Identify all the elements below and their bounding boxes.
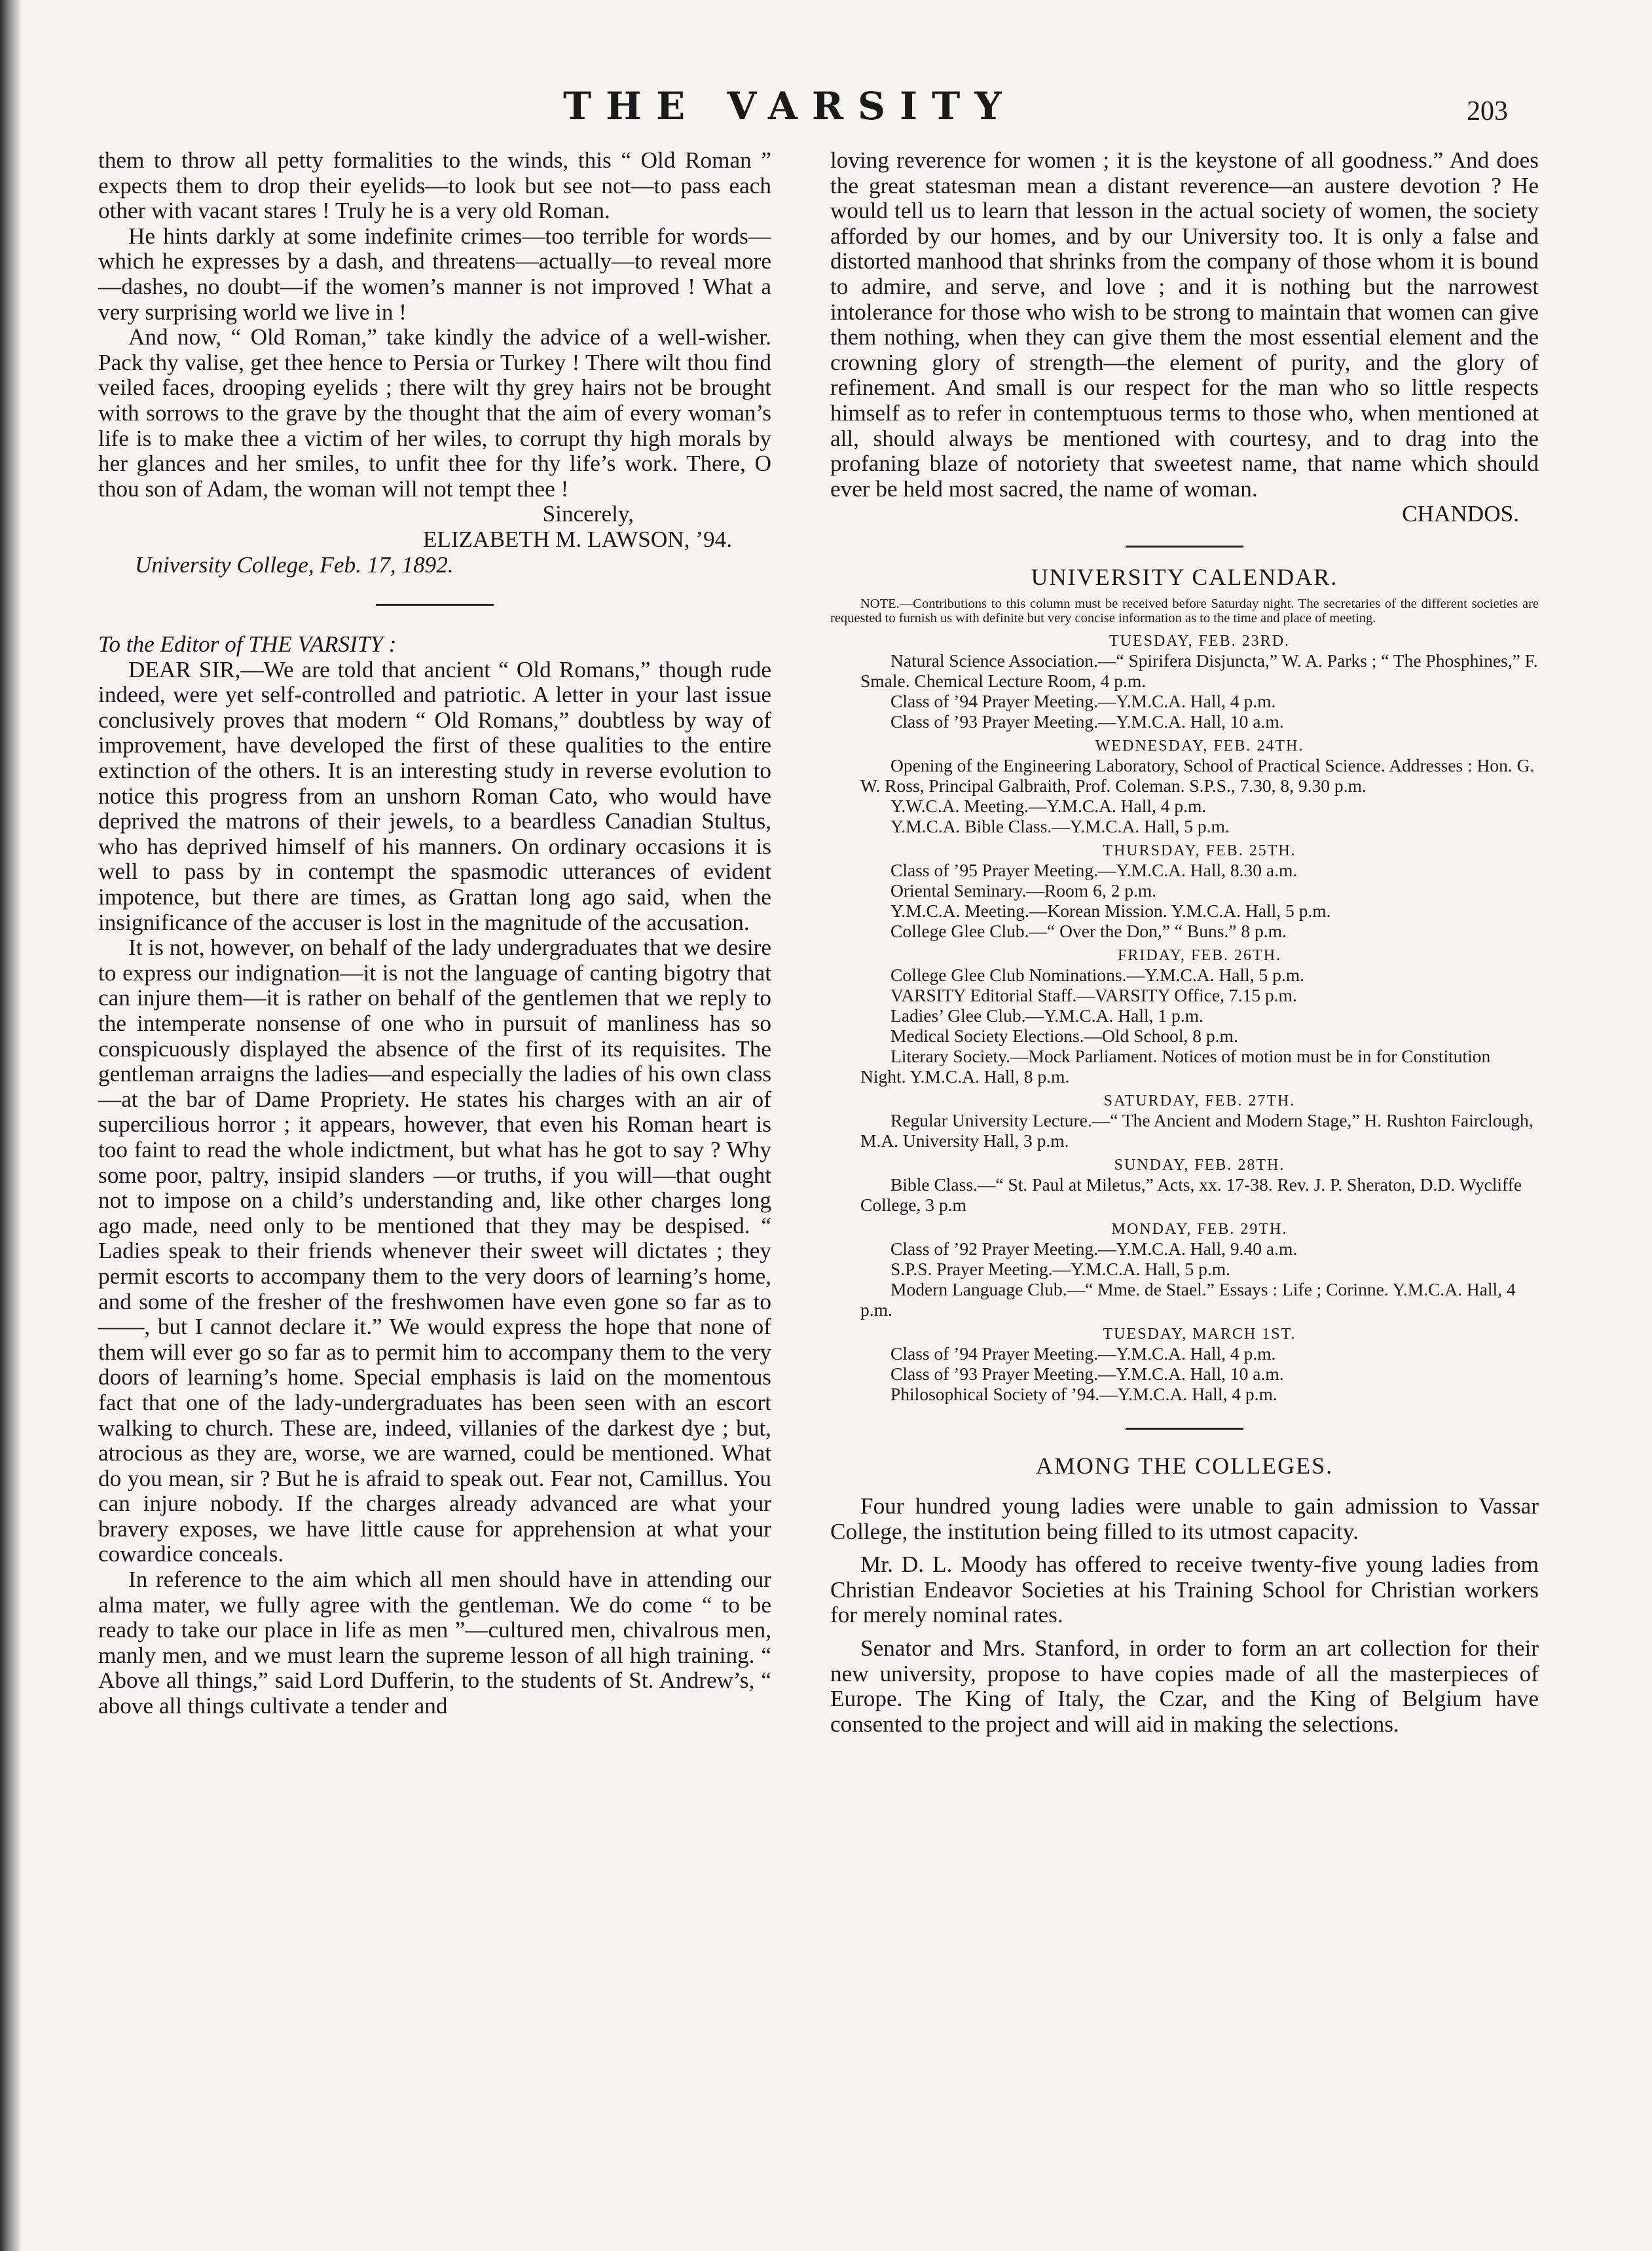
colleges-paragraph: Mr. D. L. Moody has offered to receive twenty-five young ladies from Christian Endeavor Societies at his Training School for Christian workers for merely nominal rates. (830, 1552, 1539, 1628)
letter1-closing: Sincerely, (542, 501, 634, 527)
calendar-event: Regular University Lecture.—“ The Ancient and Modern Stage,” H. Rushton Fairclough, M.A. University Hall, 3 p.m. (860, 1109, 1533, 1151)
calendar-note: NOTE.—Contributions to this column must be received before Saturday night. The secretaries of the different societies are requested to furnish us with definite but very concise information as to the time and place of meeting. (830, 596, 1539, 625)
letter1-paragraph: them to throw all petty formalities to the winds, this “ Old Roman ” expects them to drop their eyelids—to look but see not—to pass each other with vacant stares ! Truly he is a very old Roman. (98, 147, 771, 224)
calendar-event: Literary Society.—Mock Parliament. Notices of motion must be in for Constitution Night. Y.M.C.A. Hall, 8 p.m. (860, 1045, 1491, 1087)
calendar-event: Y.W.C.A. Meeting.—Y.M.C.A. Hall, 4 p.m. (890, 795, 1207, 816)
calendar-event: Class of ’92 Prayer Meeting.—Y.M.C.A. Hall, 9.40 a.m. (890, 1238, 1298, 1259)
letter1-dateline: University College, Feb. 17, 1892. (135, 551, 454, 578)
calendar-event: Modern Language Club.—“ Mme. de Stael.” Essays : Life ; Corinne. Y.M.C.A. Hall, 4 p.m. (860, 1278, 1516, 1320)
calendar-event: Class of ’95 Prayer Meeting.—Y.M.C.A. Hall, 8.30 a.m. (890, 859, 1298, 880)
calendar-day-heading: SATURDAY, FEB. 27TH. (1103, 1092, 1296, 1109)
calendar-event: Opening of the Engineering Laboratory, School of Practical Science. Addresses : Hon. G. W. Ross, Principal Galbraith, Prof. Coleman. S.P.S., 7.30, 8, 9.30 p.m. (860, 754, 1535, 796)
letter1-paragraph: He hints darkly at some indefinite crimes—too terrible for words—which he expresses by a dash, and threatens—actually—to reveal more—dashes, no doubt—if the women’s manner is not improved ! What a very surprising world we live in ! (98, 223, 771, 325)
page-number: 203 (1467, 96, 1508, 126)
calendar-event: Class of ’93 Prayer Meeting.—Y.M.C.A. Hall, 10 a.m. (890, 711, 1284, 732)
left-column (98, 148, 771, 1719)
calendar-event: Class of ’93 Prayer Meeting.—Y.M.C.A. Hall, 10 a.m. (890, 1363, 1284, 1384)
continuation-paragraph: loving reverence for women ; it is the keystone of all goodness.” And does the great statesman mean a distant reverence—an austere devotion ? He would tell us to learn that lesson in the actual society of women, the society afforded by our homes, and by our University too. It is only a false and distorted manhood that shrinks from the company of those whom it is bound to admire, and serve, and love ; and it is nothing but the narrowest intolerance for those who wish to be strong to maintain that women can give them nothing, when they can give them the most essential element and the crowning glory of strength—the element of purity, and the glory of refinement. And small is our respect for the man who so little respects himself as to refer in contemptuous terms to those who, when mentioned at all, should always be mentioned with courtesy, and to drag into the profaning blaze of notoriety that sweetest name, that name which should ever be held most sacred, the name of woman. (830, 147, 1539, 502)
calendar-event: VARSITY Editorial Staff.—VARSITY Office, 7.15 p.m. (890, 984, 1297, 1005)
letter1-signature: ELIZABETH M. LAWSON, ’94. (422, 526, 732, 552)
letter1-paragraph: And now, “ Old Roman,” take kindly the advice of a well-wisher. Pack thy valise, get thee hence to Persia or Turkey ! There wilt thou find veiled faces, drooping eyelids ; there wilt thy grey hairs not be brought with sorrows to the grave by the thought that the aim of every woman’s life is to make thee a victim of her wiles, to corrupt thy high morals by her glances and her smiles, to unfit thee for thy life’s work. There, O thou son of Adam, the woman will not tempt thee ! (98, 324, 771, 502)
continuation-signature: CHANDOS. (1402, 501, 1519, 527)
calendar-event: College Glee Club.—“ Over the Don,” “ Buns.” 8 p.m. (890, 920, 1287, 941)
calendar-day-heading: SUNDAY, FEB. 28TH. (1114, 1156, 1285, 1174)
calendar-event: College Glee Club Nominations.—Y.M.C.A. Hall, 5 p.m. (890, 964, 1304, 985)
calendar-event: Oriental Seminary.—Room 6, 2 p.m. (890, 880, 1157, 901)
calendar-day-heading: TUESDAY, FEB. 23RD. (1109, 632, 1291, 650)
letter2-salutation: To the Editor of THE VARSITY : (98, 631, 397, 658)
calendar-heading: UNIVERSITY CALENDAR. (1031, 563, 1338, 590)
calendar-event: Ladies’ Glee Club.—Y.M.C.A. Hall, 1 p.m. (890, 1005, 1203, 1026)
calendar-event: Class of ’94 Prayer Meeting.—Y.M.C.A. Hall, 4 p.m. (890, 1343, 1276, 1364)
colleges-heading: AMONG THE COLLEGES. (1035, 1452, 1334, 1479)
colleges-paragraph: Senator and Mrs. Stanford, in order to form an art collection for their new university, propose to have copies made of all the masterpieces of Europe. The King of Italy, the Czar, and the King of Belgium have consented to the project and will aid in making the selections. (830, 1635, 1539, 1737)
calendar-event: Medical Society Elections.—Old School, 8 p.m. (890, 1025, 1238, 1046)
calendar-event: Y.M.C.A. Meeting.—Korean Mission. Y.M.C.A. Hall, 5 p.m. (890, 900, 1331, 921)
masthead: THE VARSITY (563, 84, 1016, 128)
scan-binding-edge (0, 0, 22, 2251)
calendar-event: S.P.S. Prayer Meeting.—Y.M.C.A. Hall, 5 p.m. (890, 1258, 1230, 1279)
calendar-event: Philosophical Society of ’94.—Y.M.C.A. Hall, 4 p.m. (890, 1383, 1277, 1404)
letter2-paragraph: In reference to the aim which all men should have in attending our alma mater, we fully agree with the gentleman. We do come “ to be ready to take our place in life as men ”—cultured men, chivalrous men, manly men, and we must learn the supreme lesson of all high training. “ Above all things,” said Lord Dufferin, to the students of St. Andrew’s, “ above all things cultivate a tender and (98, 1567, 771, 1719)
calendar-event: Class of ’94 Prayer Meeting.—Y.M.C.A. Hall, 4 p.m. (890, 690, 1276, 711)
calendar-day-heading: FRIDAY, FEB. 26TH. (1117, 946, 1282, 964)
calendar-event: Y.M.C.A. Bible Class.—Y.M.C.A. Hall, 5 p.m. (890, 815, 1230, 836)
colleges-paragraph: Four hundred young ladies were unable to gain admission to Vassar College, the institution being filled to its utmost capacity. (830, 1493, 1539, 1544)
calendar-day-heading: MONDAY, FEB. 29TH. (1111, 1220, 1288, 1238)
letter2-paragraph: It is not, however, on behalf of the lady undergraduates that we desire to express our indignation—it is not the language of canting bigotry that can injure them—it is rather on behalf of the gentlemen that we reply to the intemperate nonsense of one who in pursuit of manliness has so conspicuously displayed the absence of the first of its requisites. The gentleman arraigns the ladies—and especially the ladies of his own class—at the bar of Dame Propriety. He states his charges with an air of supercilious horror ; it appears, however, that even his Roman heart is too faint to read the whole indictment, but what has he got to say ? Why some poor, paltry, insipid slanders —or truths, if you will—that ought not to impose on a child’s understanding and, like other charges long ago made, need only to be mentioned that they may be despised. “ Ladies speak to their friends whenever their sweet will dictates ; they permit escorts to accompany them to the very doors of learning’s home, and some of the fresher of the freshwomen have even gone so far as to ——, but I cannot declare it.” We would express the hope that none of them will ever go so far as to permit him to accompany them to the very doors of learning’s home. Special emphasis is laid on the momentous fact that one of the lady-undergraduates has been seen with an escort walking to church. These are, indeed, villanies of the darkest dye ; but, atrocious as they are, worse, we are warned, could be mentioned. What do you mean, sir ? But he is afraid to speak out. Fear not, Camillus. You can injure nobody. If the charges already advanced are what your bravery exposes, we have little cause for apprehension at what your cowardice conceals. (98, 935, 771, 1567)
right-column (830, 148, 1539, 1737)
calendar-event: Natural Science Association.—“ Spirifera Disjuncta,” W. A. Parks ; “ The Phosphines,” F. Smale. Chemical Lecture Room, 4 p.m. (860, 650, 1538, 691)
calendar-day-heading: THURSDAY, FEB. 25TH. (1103, 842, 1296, 859)
calendar-event: Bible Class.—“ St. Paul at Miletus,” Acts, xx. 17-38. Rev. J. P. Sheraton, D.D. Wycliffe College, 3 p.m (860, 1174, 1522, 1215)
calendar-day-heading: WEDNESDAY, FEB. 24TH. (1095, 737, 1304, 754)
letter2-paragraph: DEAR SIR,—We are told that ancient “ Old Romans,” though rude indeed, were yet self-controlled and patriotic. A letter in your last issue conclusively proves that modern “ Old Romans,” doubtless by way of improvement, have developed the first of these qualities to the entire extinction of the others. It is an interesting study in reverse evolution to notice this progress from an unshorn Roman Cato, who would have deprived the matrons of their jewels, to a beardless Canadian Stultus, who has deprived himself of his manners. On ordinary occasions it is well to pass by in contempt the spasmodic utterances of evident impotence, but there are times, as Grattan long ago said, when the insignificance of the accuser is lost in the magnitude of the accusation. (98, 656, 771, 935)
calendar-day-heading: TUESDAY, MARCH 1ST. (1103, 1325, 1296, 1343)
calendar-list (830, 632, 1539, 1409)
